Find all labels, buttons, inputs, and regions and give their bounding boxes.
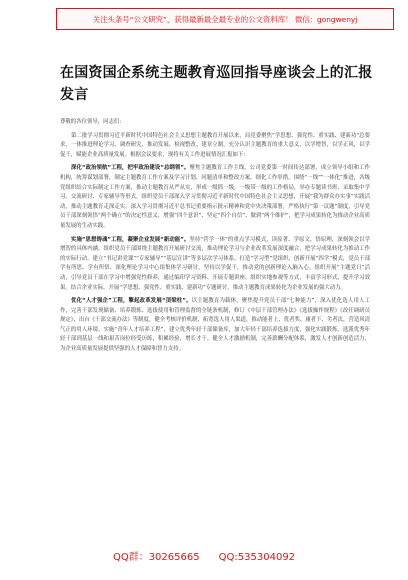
section-body: 以主题教育为载体，聚焦提升党员干部“七种能力”，深入优化选人用人工作，完善干部发现储备、培养锻炼、选拔使用和管理监督的全链条机制，修订《中层干部管理办法》《选拔操作规程》《改任调研员规定》，出台《干部交流办法》等制度，健全考核评价机制，拓宽选人用人渠道，推动能者上、优者奖、庸者下、劣者汰，营造风清气正的用人环境。实施“青年人才培养工程”，建立优秀年轻干部储备库，加大年轻干部培养选拔力度，强化实践锻炼，选派优秀年轻干部到基层一线和艰苦岗位经受历练，积累经验，增长才干。健全人才激励机制，完善薪酬分配体系，激发人才创新创造活力，为企业高质量发展提供坚强的人才保障和智力支持。: [60, 298, 370, 353]
salutation: 尊敬的各位领导，同志们：: [60, 119, 125, 125]
promo-banner: 关注头条号“公文研究”，获得最新最全最专业的公文资料库！ 微信：gongwenyj: [56, 8, 394, 30]
section-paragraph: [60, 297, 370, 355]
section-body: 坚持“营学一体”的重点学习模式，读原著、学原文、悟原理，深刻领会以学增智的具体内涵。组织党员干部围绕主题教育开展研讨交流，推动理论学习与企业改革发展深度融合，把学习成果转化为推动工作的实际行动。建立“书记讲党课”“专家辅导”“基层宣讲”等多层次学习体系，打造“学习型”党组织，创新开展“四学”模式，党员干部学有所思、学有所悟、深化理论学习中心组集体学习研讨，坚持以学促干，推动党的创新理论入脑入心。组织开展“主题党日”活动，引导党员干部在学习中增强党性修养，通过编印学习资料、开展专题讲座、组织实地参观等方式，丰富学习形式，提升学习效果。结合企业实际，开展“学思想、强党性、重实践、建新功”专题研讨，推动主题教育成果转化为企业发展的强大动力。: [60, 236, 371, 291]
document-body: [60, 118, 370, 359]
contact-footer: QQ群：30265665 QQ:535304092: [112, 552, 296, 563]
section-paragraph: [60, 236, 370, 294]
section-body: 聚焦主题教育工作主线，公司党委第一时间传达部署，成立领导小组和工作机构，统筹谋划部署，制定主题教育工作方案及学习计划、问题清单和整改方案，细化工作举措，围绕“一线”“一体化”推进，各级党组织结合实际制定工作方案，推动主题教育从严从实，形成一级抓一级，一级带一级的工作格局，举办专题读书班，采取集中学习、交流研讨、专家辅导等形式，组织党员干部深入学习贯彻习近平新时代中国特色社会主义思想，开展“我为群众办实事”实践活动，推动主题教育走深走实。深入学习贯彻习近平总书记重要指示批示精神和党中央决策部署，严格执行“第一议题”制度，引导党员干部深刻领悟“两个确立”的决定性意义，增强“四个意识”、坚定“四个自信”、做到“两个维护”，把学习成果转化为推动企业高质量发展的生动实践。: [60, 165, 370, 229]
page-title: 在国资国企系统主题教育巡回指导座谈会上的汇报发言: [60, 65, 373, 103]
section-heading: 优化“人才强企”工程，擎起改革发展“顶梁柱”。: [71, 298, 192, 305]
section-paragraph: [60, 164, 370, 231]
section-heading: 实施“思想铸魂”工程，凝聚企业发展“新动能”。: [71, 236, 190, 243]
section-heading: 深化“政治领航”工程，把牢政治建设“总纲领”。: [71, 165, 190, 172]
intro-paragraph: 第二批学习贯彻习近平新时代中国特色社会主义思想主题教育开展以来，局党委聚焦“学思想、强党性、重实践、建新功”总要求，一体推进理论学习、调查研究、推动发展、检视整改、建章立制，充分认识主题教育的重大意义，以学增智，以学正风，以学促干，赋能企业高质量发展。根据会议要求，现将有关工作进展情况汇报如下：: [60, 132, 370, 158]
